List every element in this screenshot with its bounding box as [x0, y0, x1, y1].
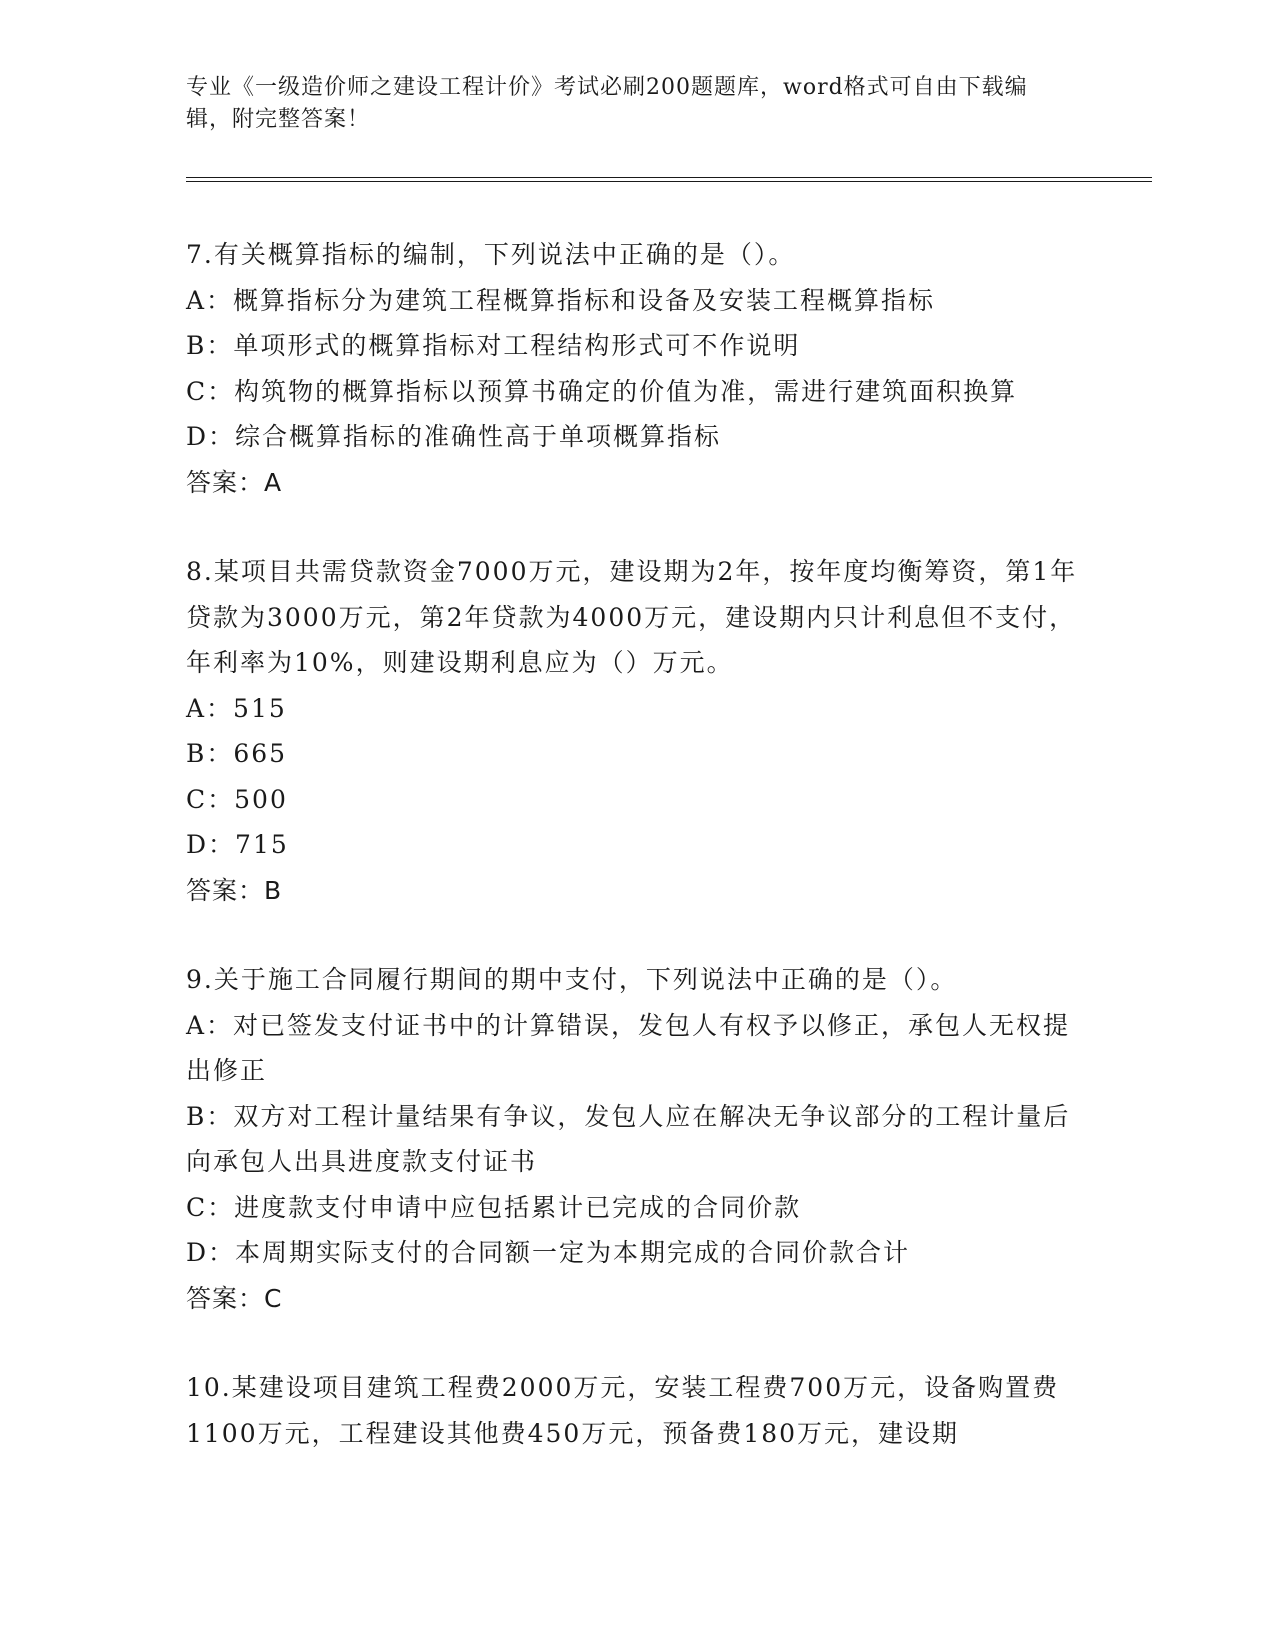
- option-a: A：概算指标分为建筑工程概算指标和设备及安装工程概算指标: [186, 285, 936, 315]
- question-stem: 10.某建设项目建筑工程费2000万元，安装工程费700万元，设备购置费1100万元，工程建设其他费450万元，预备费180万元，建设期: [186, 1373, 1060, 1448]
- option-c: C：构筑物的概算指标以预算书确定的价值为准，需进行建筑面积换算: [186, 376, 1018, 406]
- document-header: 专业《一级造价师之建设工程计价》考试必刷200题题库，word格式可自由下载编辑，附完整答案！: [186, 75, 1028, 132]
- option-b: B：单项形式的概算指标对工程结构形式可不作说明: [186, 331, 801, 360]
- question-list: [186, 232, 1086, 1500]
- question-answer: 答案：A: [186, 467, 283, 497]
- option-a: A：对已签发支付证书中的计算错误，发包人有权予以修正，承包人无权提出修正: [186, 1010, 1071, 1085]
- question-stem: 7.有关概算指标的编制，下列说法中正确的是（）。: [186, 240, 796, 269]
- question-8: [186, 549, 1086, 913]
- option-d: D：本周期实际支付的合同额一定为本期完成的合同价款合计: [186, 1238, 911, 1267]
- question-7: [186, 232, 1086, 505]
- option-b: B：665: [186, 739, 288, 768]
- header-divider-bottom: [186, 181, 1152, 182]
- option-d: D：综合概算指标的准确性高于单项概算指标: [186, 422, 722, 451]
- option-c: C：进度款支付申请中应包括累计已完成的合同价款: [186, 1192, 802, 1222]
- option-a: A：515: [186, 693, 287, 723]
- header-divider-top: [186, 177, 1152, 178]
- question-10: [186, 1365, 1086, 1456]
- question-answer: 答案：B: [186, 875, 283, 905]
- question-9: [186, 957, 1086, 1321]
- question-stem: 9.关于施工合同履行期间的期中支付，下列说法中正确的是（）。: [186, 965, 958, 994]
- question-answer: 答案：C: [186, 1283, 283, 1313]
- question-stem: 8.某项目共需贷款资金7000万元，建设期为2年，按年度均衡筹资，第1年贷款为3000万元，第2年贷款为4000万元，建设期内只计利息但不支付，年利率为10%，则建设期利息应为（）万元。: [186, 557, 1078, 677]
- option-b: B：双方对工程计量结果有争议，发包人应在解决无争议部分的工程计量后向承包人出具进度款支付证书: [186, 1101, 1071, 1176]
- option-c: C：500: [186, 784, 288, 814]
- option-d: D：715: [186, 830, 289, 859]
